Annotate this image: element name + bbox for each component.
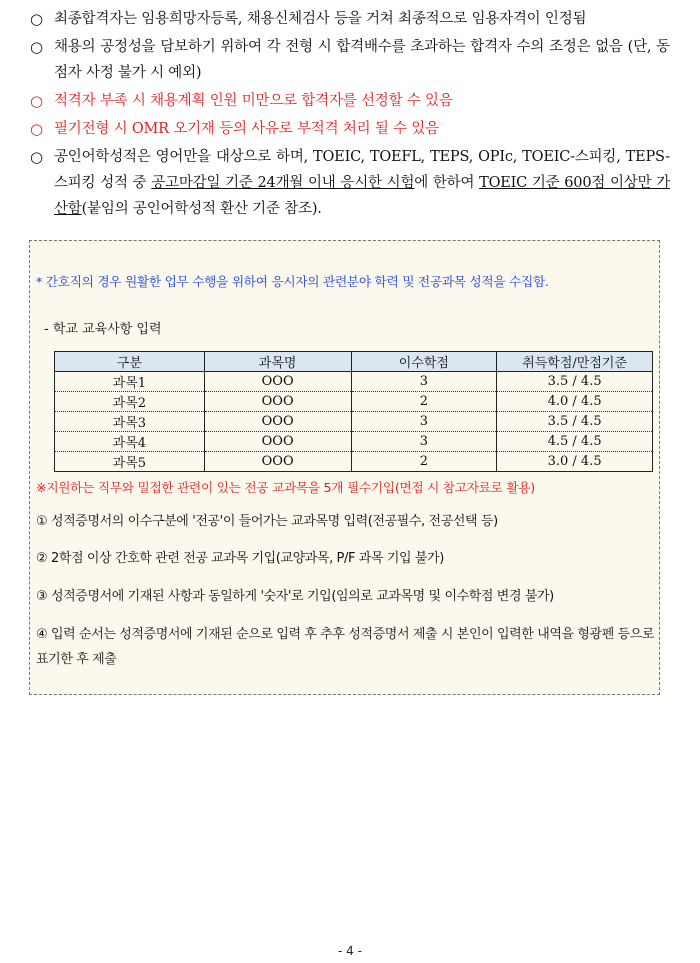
table-cell: 2 — [351, 392, 497, 412]
table-cell: OOO — [204, 372, 351, 392]
table-cell: 4.0 / 4.5 — [497, 392, 653, 412]
table-cell: 과목3 — [55, 412, 205, 432]
bullet-item — [30, 6, 670, 32]
language-score-text: (붙임의 공인어학성적 환산 기준 참조). — [81, 201, 322, 217]
page-number: - 4 - — [338, 944, 362, 958]
table-header-cell: 과목명 — [204, 352, 351, 372]
nursing-info-box — [29, 240, 660, 695]
table-cell: 3 — [351, 412, 497, 432]
bullet-item — [30, 34, 670, 86]
table-row — [55, 412, 653, 432]
table-cell: 4.5 / 4.5 — [497, 432, 653, 452]
table-cell: OOO — [204, 452, 351, 472]
table-cell: 3.5 / 4.5 — [497, 412, 653, 432]
instruction-item: ④ 입력 순서는 성적증명서에 기재된 순으로 입력 후 추후 성적증명서 제출 시 본인이 입력한 내역을 형광펜 등으로 표기한 후 제출 — [36, 627, 655, 667]
bullet-list — [30, 6, 670, 224]
language-score-text: 에 한하여 — [414, 175, 480, 191]
bullet-item-warning — [30, 88, 670, 114]
table-cell: 과목1 — [55, 372, 205, 392]
instruction-item: ② 2학점 이상 간호학 관련 전공 교과목 기입(교양과목, P/F 과목 기입 불가) — [36, 551, 444, 566]
circle-bullet-icon: ○ — [30, 10, 44, 28]
table-cell: 3.5 / 4.5 — [497, 372, 653, 392]
table-cell: 3 — [351, 372, 497, 392]
table-header-cell: 구분 — [55, 352, 205, 372]
table-row — [55, 392, 653, 412]
bullet-text: 최종합격자는 임용희망자등록, 채용신체검사 등을 거쳐 최종적으로 임용자격이 인정됨 — [54, 11, 587, 27]
bullet-text: 필기전형 시 OMR 오기재 등의 사유로 부적격 처리 될 수 있음 — [54, 121, 439, 137]
table-header-cell: 이수학점 — [351, 352, 497, 372]
table-cell: 과목4 — [55, 432, 205, 452]
table-header-row — [55, 352, 653, 372]
instruction-item: ③ 성적증명서에 기재된 사항과 동일하게 '숫자'로 기입(임의로 교과목명 및 이수학점 변경 불가) — [36, 589, 554, 604]
underlined-condition: TOEIC 기준 600점 이상만 가산함 — [54, 175, 671, 217]
table-cell: OOO — [204, 392, 351, 412]
bullet-text: 채용의 공정성을 담보하기 위하여 각 전형 시 합격배수를 초과하는 합격자 수의 조정은 없음 (단, 동점자 사정 불가 시 예외) — [54, 39, 670, 81]
underlined-condition: 공고마감일 기준 24개월 이내 응시한 시험 — [151, 175, 415, 191]
bullet-text: 적격자 부족 시 채용계획 인원 미만으로 합격자를 선정할 수 있음 — [54, 93, 453, 109]
table-cell: 3 — [351, 432, 497, 452]
table-row — [55, 432, 653, 452]
circle-bullet-icon: ○ — [30, 38, 44, 56]
circle-bullet-icon: ○ — [30, 120, 44, 138]
section-heading: - 학교 교육사항 입력 — [44, 322, 162, 337]
table-cell: 과목2 — [55, 392, 205, 412]
grades-table — [54, 351, 653, 472]
circle-bullet-icon: ○ — [30, 148, 44, 166]
bullet-item-warning — [30, 116, 670, 142]
nursing-note: * 간호직의 경우 원활한 업무 수행을 위하여 응시자의 관련분야 학력 및 전공과목 성적을 수집함. — [36, 274, 549, 289]
language-score-text: 공인어학성적은 영어만을 대상으로 하며, TOEIC, TOEFL, TEPS, OPIc, TOEIC-스피킹, TEPS-스피킹 성적 중 — [54, 149, 670, 191]
table-cell: OOO — [204, 432, 351, 452]
bullet-text — [54, 144, 670, 222]
circle-bullet-icon: ○ — [30, 92, 44, 110]
table-header-cell: 취득학점/만점기준 — [497, 352, 653, 372]
table-cell: 2 — [351, 452, 497, 472]
instruction-item: ① 성적증명서의 이수구분에 '전공'이 들어가는 교과목명 입력(전공필수, 전공선택 등) — [36, 514, 498, 529]
table-cell: 과목5 — [55, 452, 205, 472]
table-row — [55, 452, 653, 472]
table-row — [55, 372, 653, 392]
bullet-item — [30, 144, 670, 222]
table-cell: 3.0 / 4.5 — [497, 452, 653, 472]
required-note: ※지원하는 직무와 밀접한 관련이 있는 전공 교과목을 5개 필수기입(면접 시 참고자료로 활용) — [36, 480, 535, 495]
table-cell: OOO — [204, 412, 351, 432]
